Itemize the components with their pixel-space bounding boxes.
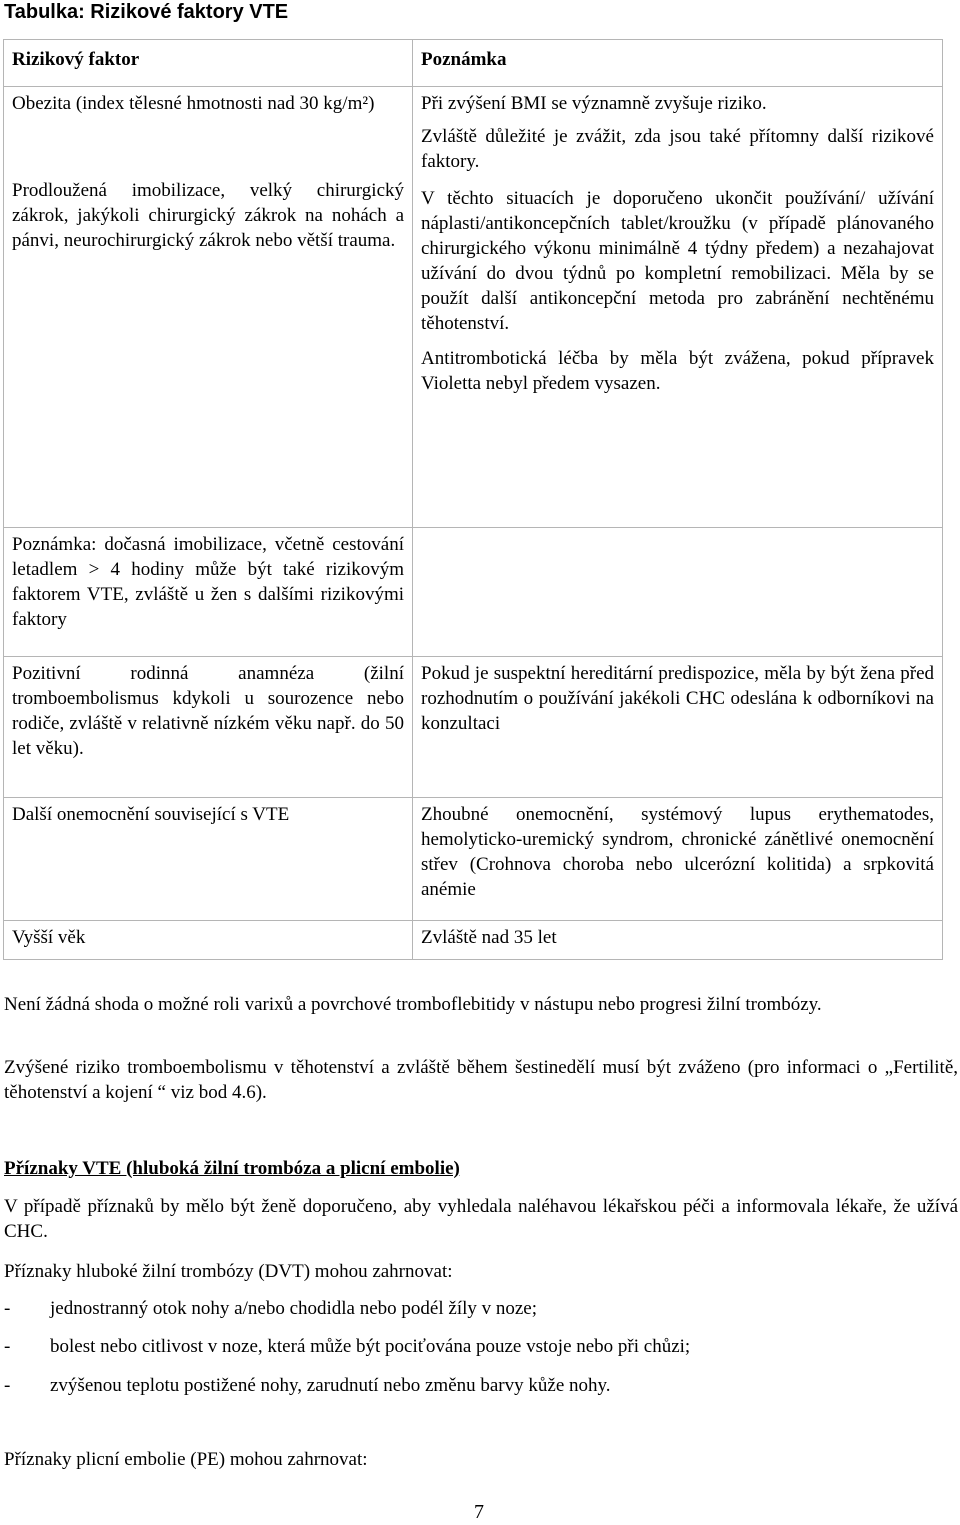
paragraph-symptoms — [4, 1194, 958, 1244]
list-item-text: bolest nebo citlivost v noze, která může být pociťována pouze vstoje nebo při chůzi; — [50, 1336, 691, 1357]
header-note: Poznámka — [413, 40, 943, 87]
factor-immobilisation: Prodloužená imobilizace, velký chirurgický zákrok, jakýkoli chirurgický zákrok na nohách a pánvi, neurochirurgický zákrok nebo větší trauma. — [12, 180, 404, 251]
factor-temporary-immobilisation: Poznámka: dočasná imobilizace, včetně cestování letadlem > 4 hodiny může být také rizikovým faktorem VTE, zvláště u žen s dalšími rizikovými faktory — [4, 528, 413, 657]
table-row-family-history — [4, 657, 943, 798]
list-item — [4, 1373, 954, 1398]
factor-cell — [4, 87, 413, 528]
paragraph-symptoms-text: V případě příznaků by mělo být ženě doporučeno, aby vyhledala naléhavou lékařskou péči a informovala lékaře, že užívá CHC. — [4, 1196, 958, 1242]
paragraph-pregnancy — [4, 1055, 958, 1105]
note-other-diseases: Zhoubné onemocnění, systémový lupus erythematodes, hemolyticko-uremický syndrom, chronické zánětlivé onemocnění střev (Crohnova choroba nebo ulcerózní kolitida) a srpkovitá anémie — [413, 798, 943, 921]
bullet-dash: - — [4, 1298, 11, 1319]
note-immobilisation-2: Antitrombotická léčba by měla být zvážena, pokud přípravek Violetta nebyl předem vysazen. — [421, 348, 934, 394]
table-caption: Tabulka: Rizikové faktory VTE — [4, 1, 289, 23]
note-empty — [413, 528, 943, 657]
list-item — [4, 1334, 954, 1359]
paragraph-pregnancy-text: Zvýšené riziko tromboembolismu v těhotenství a zvláště během šestinedělí musí být zváženo (pro informaci o „Fertilitě, těhotenství a kojení “ viz bod 4.6). — [4, 1057, 958, 1103]
note-obesity-2: Zvláště důležité je zvážit, zda jsou také přítomny další rizikové faktory. — [421, 126, 934, 172]
note-immobilisation-1: V těchto situacích je doporučeno ukončit používání/ užívání náplasti/antikoncepčních tablet/kroužku (v případě plánovaného chirurgického výkonu minimálně 4 týdny předem) a nezahajovat užívání do dvou týdnů po kompletní remobilizaci. Měla by se použít další antikoncepční metoda pro zabránění nechtěnému těhotenství. — [421, 188, 934, 334]
list-item — [4, 1296, 954, 1321]
list-item-text: jednostranný otok nohy a/nebo chodidla nebo podél žíly v noze; — [50, 1298, 538, 1319]
table-header-row — [4, 40, 943, 87]
factor-age: Vyšší věk — [4, 921, 413, 960]
paragraph-varices-text: Není žádná shoda o možné roli varixů a povrchové tromboflebitidy v nástupu nebo progresi žilní trombózy. — [4, 994, 822, 1015]
paragraph-varices — [4, 992, 958, 1017]
section-heading: Příznaky VTE (hluboká žilní trombóza a plicní embolie) — [4, 1158, 460, 1179]
bullet-dash: - — [4, 1375, 11, 1396]
header-risk-factor: Rizikový faktor — [4, 40, 413, 87]
factor-obesity: Obezita (index tělesné hmotnosti nad 30 kg/m²) — [12, 93, 375, 114]
table-row-obesity — [4, 87, 943, 528]
list-item-text: zvýšenou teplotu postižené nohy, zarudnutí nebo změnu barvy kůže nohy. — [50, 1375, 611, 1396]
note-family-history: Pokud je suspektní hereditární predispozice, měla by být žena před rozhodnutím o používání jakékoli CHC odeslána k odborníkovi na konzultaci — [413, 657, 943, 798]
table-row-age — [4, 921, 943, 960]
page-number: 7 — [474, 1501, 484, 1523]
factor-other-diseases: Další onemocnění související s VTE — [4, 798, 413, 921]
dvt-intro: Příznaky hluboké žilní trombózy (DVT) mohou zahrnovat: — [4, 1261, 453, 1282]
note-age: Zvláště nad 35 let — [413, 921, 943, 960]
pe-intro: Příznaky plicní embolie (PE) mohou zahrnovat: — [4, 1449, 368, 1470]
table-row-other-diseases — [4, 798, 943, 921]
note-obesity-1: Při zvýšení BMI se významně zvyšuje riziko. — [421, 93, 767, 114]
note-cell — [413, 87, 943, 528]
factor-family-history: Pozitivní rodinná anamnéza (žilní tromboembolismus kdykoli u sourozence nebo rodiče, zvláště v relativně nízkém věku např. do 50 let věku). — [4, 657, 413, 798]
table-row-temporary-immobilisation — [4, 528, 943, 657]
bullet-dash: - — [4, 1336, 11, 1357]
risk-factor-table — [3, 39, 943, 960]
